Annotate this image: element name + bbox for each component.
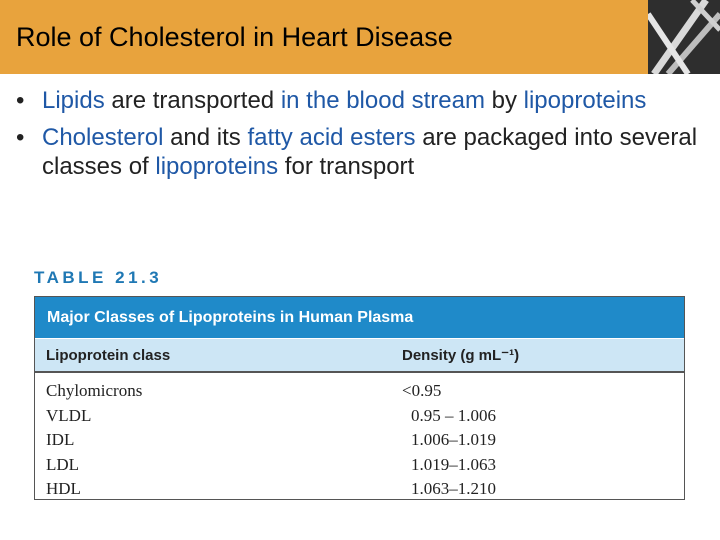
bullet-fragment: are transported (104, 87, 281, 114)
table-row (35, 477, 684, 502)
table-row (35, 428, 684, 453)
bullet-marker: • (16, 87, 25, 114)
bullet-fragment: and its (163, 124, 248, 151)
bullet-fragment: for transport (278, 153, 415, 180)
bullet-marker: • (16, 124, 25, 151)
bullet-fragment: fatty acid esters (247, 124, 416, 151)
table-row (35, 379, 684, 404)
bullet-item (16, 123, 706, 181)
table-cell: 1.063–1.210 (411, 479, 496, 499)
table-caption: Major Classes of Lipoproteins in Human Plasma (35, 297, 684, 339)
bullet-fragment: Lipids (42, 87, 105, 114)
table-cell: 1.006–1.019 (411, 430, 496, 450)
bullet-item (16, 86, 706, 115)
lipoprotein-table (34, 296, 685, 500)
bullet-fragment: by (484, 87, 524, 114)
crossed-rods-icon (648, 0, 720, 74)
table-header (35, 339, 684, 373)
bullet-fragment: in the blood stream (280, 87, 485, 114)
slide-title: Role of Cholesterol in Heart Disease (16, 22, 453, 52)
bullet-list (16, 86, 706, 189)
table-cell: 0.95 – 1.006 (411, 405, 496, 425)
bullet-text (42, 86, 706, 115)
column-header: Lipoprotein class (46, 346, 171, 364)
table-body (35, 373, 684, 502)
table-cell: LDL (46, 454, 80, 474)
bullet-fragment: lipoproteins (155, 153, 279, 180)
table-row (35, 453, 684, 478)
table-cell: Chylomicrons (46, 381, 143, 401)
table-cell: VLDL (46, 405, 92, 425)
corner-image (648, 0, 720, 74)
title-bar (0, 0, 648, 74)
table-cell: IDL (46, 430, 75, 450)
column-header: Density (g mL⁻¹) (402, 347, 520, 364)
table-cell: HDL (46, 479, 81, 499)
table-row (35, 404, 684, 429)
bullet-fragment: Cholesterol (42, 124, 164, 151)
table-cell: 1.019–1.063 (411, 454, 496, 474)
bullet-fragment: are packaged into several classes of (42, 124, 698, 180)
bullet-text (42, 123, 706, 181)
table-label: TABLE 21.3 (34, 268, 163, 287)
bullet-fragment: lipoproteins (523, 87, 647, 114)
table-cell: <0.95 (402, 381, 442, 401)
